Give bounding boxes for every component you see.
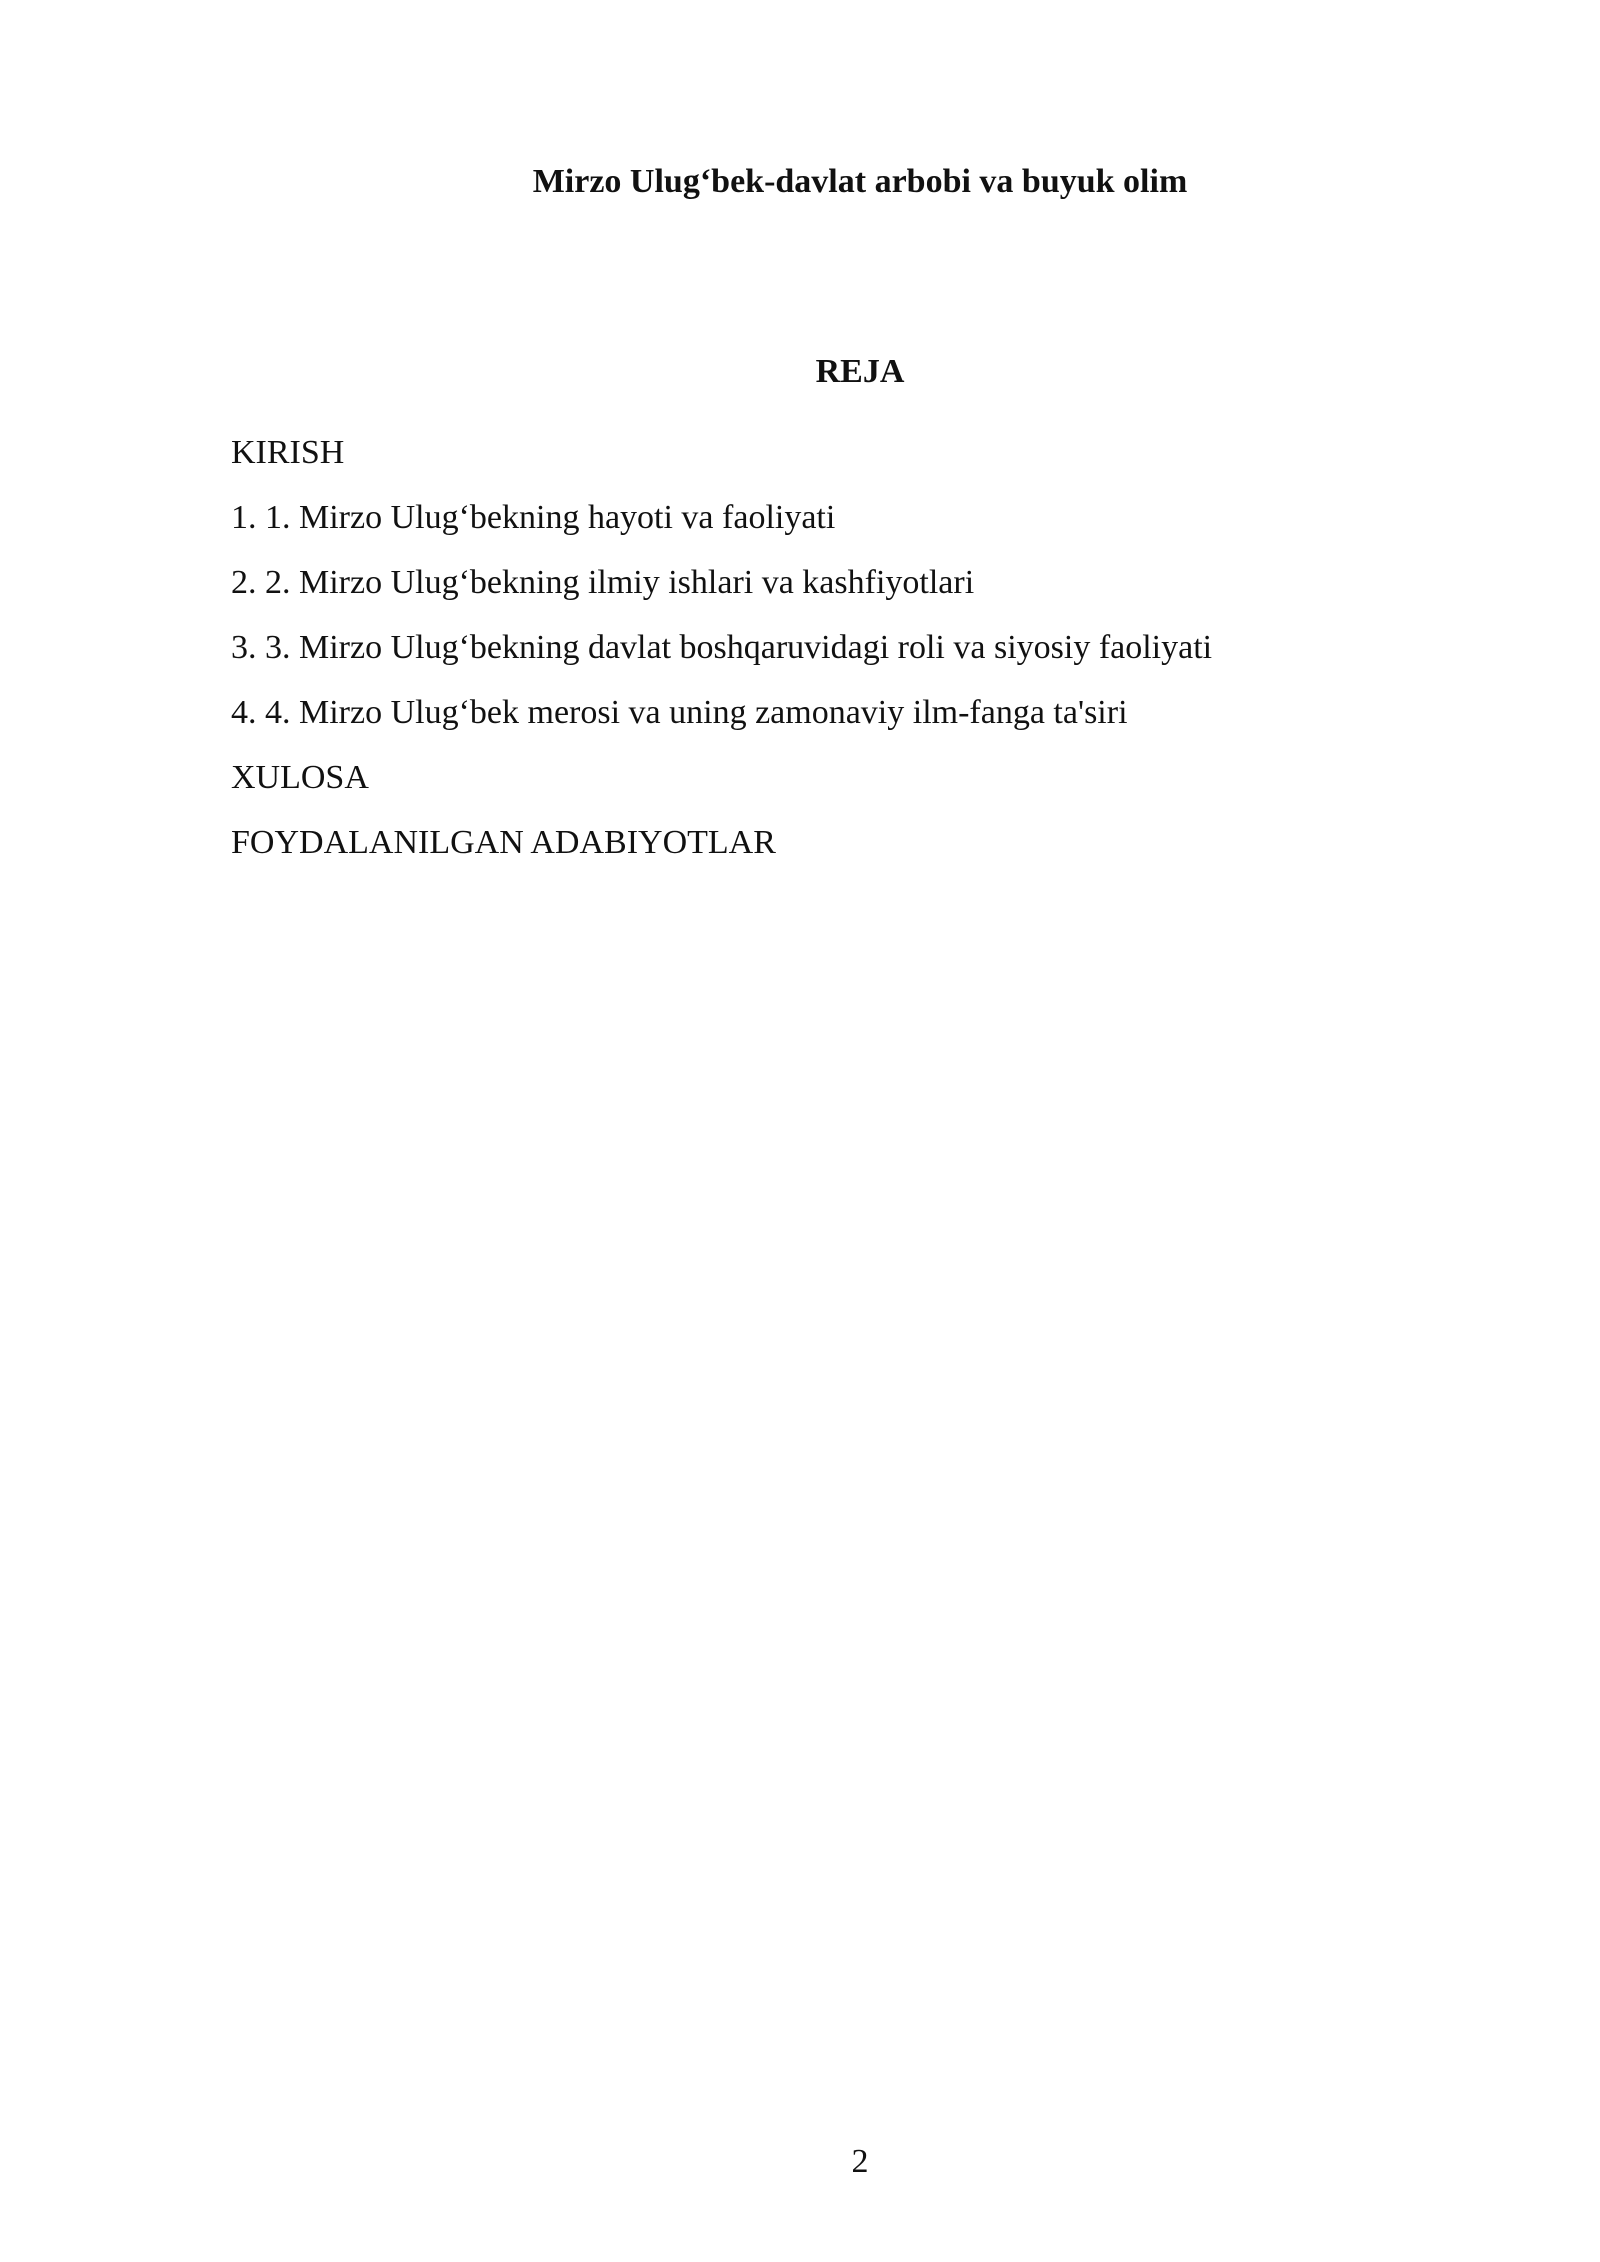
plan-item-introduction: KIRISH — [231, 434, 345, 471]
plan-item-4: 4. 4. Mirzo Ulug‘bek merosi va uning zamonaviy ilm-fanga ta'siri — [231, 694, 1128, 731]
plan-item-references: FOYDALANILGAN ADABIYOTLAR — [231, 824, 776, 861]
plan-item-3: 3. 3. Mirzo Ulug‘bekning davlat boshqaruvidagi roli va siyosiy faoliyati — [231, 629, 1213, 666]
document-title: Mirzo Ulug‘bek-davlat arbobi va buyuk olim — [532, 163, 1188, 200]
plan-item-1: 1. 1. Mirzo Ulug‘bekning hayoti va faoliyati — [231, 499, 836, 536]
plan-item-conclusion: XULOSA — [231, 759, 369, 796]
plan-list — [231, 420, 1431, 875]
page-number: 2 — [851, 2143, 869, 2180]
plan-heading: REJA — [815, 353, 905, 390]
plan-item-2: 2. 2. Mirzo Ulug‘bekning ilmiy ishlari va kashfiyotlari — [231, 564, 975, 601]
